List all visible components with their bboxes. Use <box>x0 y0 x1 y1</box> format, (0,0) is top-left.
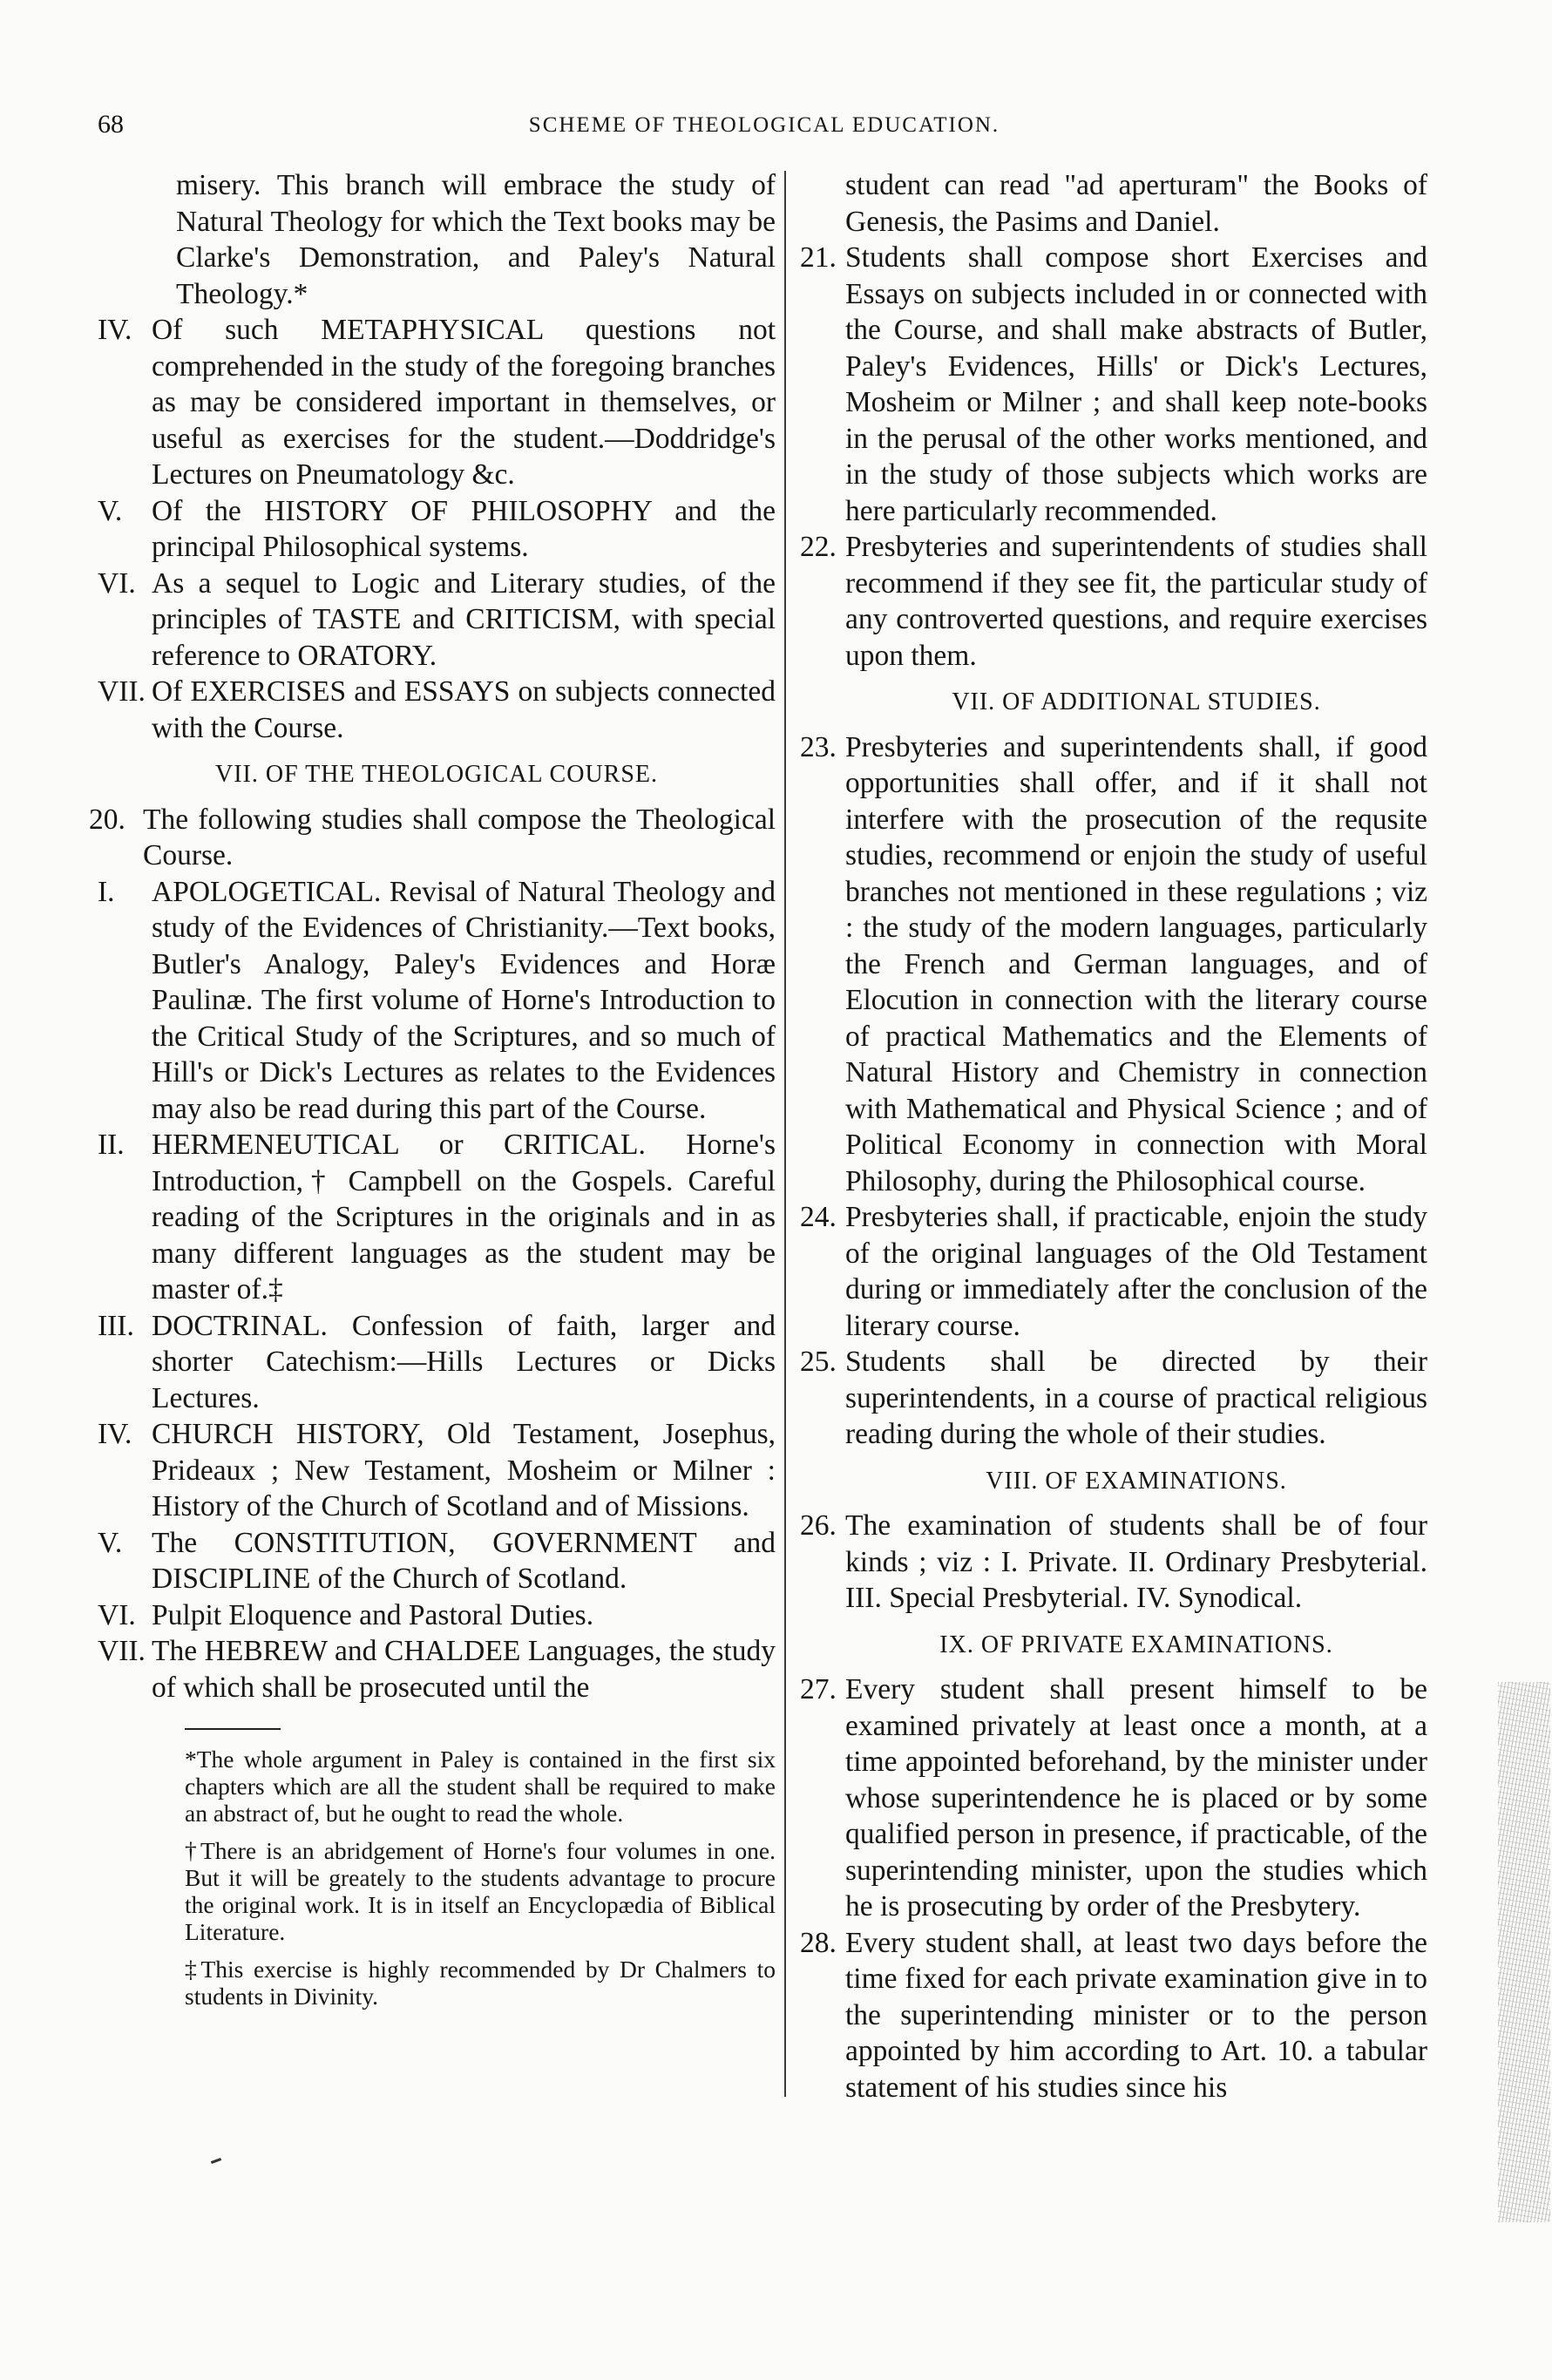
page-edge-scan-noise <box>1498 1682 1550 2222</box>
item-text: APOLOGETICAL. Revisal of Natural Theology and study of the Evidences of Christianity.—Text books, Butler's Analogy, Paley's Evidences and Horæ Paulinæ. The first volume of Horne's Introduction to the Critical Study of the Scriptures, and so much of Hill's or Dick's Lectures as relates to the Evidences may also be read during this part of the Course. <box>152 875 776 1125</box>
paragraph-number: 20. <box>89 803 125 836</box>
paragraph-text: The examination of students shall be of four kinds ; viz : I. Private. II. Ordinary Presbyterial. III. Special Presbyterial. IV. Synodical. <box>845 1509 1427 1614</box>
item-text: DOCTRINAL. Confession of faith, larger and shorter Catechism:—Hills Lectures or Dicks Lectures. <box>152 1309 776 1414</box>
footnote-horne: †There is an abridgement of Horne's four volumes in one. But it will be greately to the students advantage to procure the original work. It is in itself an Encyclopædia of Biblical Literature. <box>185 1837 776 1945</box>
item-number: I. <box>98 875 115 908</box>
paragraph-number: 24. <box>800 1201 837 1233</box>
section-heading-theological-course: VII. OF THE THEOLOGICAL COURSE. <box>214 761 659 788</box>
paragraph-text: Students shall be directed by their superintendents, in a course of practical religious reading during the whole of their studies. <box>845 1346 1427 1450</box>
item-number: VI. <box>98 1598 136 1631</box>
stray-mark <box>211 2158 221 2164</box>
item-text: CHURCH HISTORY, Old Testament, Josephus, Prideaux ; New Testament, Mosheim or Milner : History of the Church of Scotland and of Missions. <box>152 1418 776 1522</box>
paragraph-text: Presbyteries and superintendents shall, if good opportunities shall offer, and if it shall not interfere with the prosecution of the requsite studies, recommend or enjoin the study of useful branches not mentioned in these regulations ; viz : the study of the modern languages, particularly the French and German languages, and of Elocution in connection with the literary course of practical Mathematics and the Elements of Natural History and Chemistry in connection with Mathematical and Physical Science ; and of Political Economy in connection with Moral Philosophy, during the Philosophical course. <box>845 730 1427 1197</box>
item-text: Of such METAPHYSICAL questions not comprehended in the study of the foregoing branches as may be considered important in themselves, or useful as exercises for the student.—Doddridge's Lectures on Pneumatology &c. <box>152 314 776 491</box>
paragraph-text: Every student shall, at least two days before the time fixed for each private examination give in to the superintending minister or to the person appointed by him according to Art. 10. a tabular statement of his studies since his <box>845 1926 1427 2104</box>
section-heading-examinations: VIII. OF EXAMINATIONS. <box>986 1467 1287 1495</box>
right-intro-paragraph: student can read "ad aperturam" the Books of Genesis, the Pasims and Daniel. <box>845 169 1427 238</box>
item-text: HERMENEUTICAL or CRITICAL. Horne's Introduction,† Campbell on the Gospels. Careful reading of the Scriptures in the originals and in as many different languages as the student may be master of.‡ <box>152 1129 776 1305</box>
footnote-chalmers: ‡This exercise is highly recommended by Dr Chalmers to students in Divinity. <box>185 1956 776 2010</box>
paragraph-text: Every student shall present himself to be examined privately at least once a month, at a time appointed beforehand, by the minister under whose superintendence he is placed or by some qualified person in presence, if practicable, of the superintending minister, upon the studies which he is prosecuting by order of the Presbytery. <box>845 1673 1427 1922</box>
paragraph-number: 28. <box>800 1926 837 1959</box>
item-number: VI. <box>98 566 136 600</box>
item-text: Pulpit Eloquence and Pastoral Duties. <box>152 1598 594 1631</box>
paragraph-number: 27. <box>800 1673 837 1705</box>
right-column <box>800 167 1427 2105</box>
section-heading-additional-studies: VII. OF ADDITIONAL STUDIES. <box>952 688 1321 715</box>
paragraph-text: Presbyteries and superintendents of studies shall recommend if they see fit, the particular study of any controverted questions, and require exercises upon them. <box>845 531 1427 672</box>
section-heading-private-examinations: IX. OF PRIVATE EXAMINATIONS. <box>939 1631 1333 1658</box>
running-head: SCHEME OF THEOLOGICAL EDUCATION. <box>528 113 1000 137</box>
paragraph-number: 22. <box>800 531 837 563</box>
item-text: As a sequel to Logic and Literary studies, of the principles of TASTE and CRITICISM, with special reference to ORATORY. <box>152 566 776 672</box>
item-number: III. <box>98 1309 134 1342</box>
footnote-divider <box>185 1728 281 1730</box>
paragraph-text: The following studies shall compose the Theological Course. <box>143 803 776 871</box>
paragraph-text: Students shall compose short Exercises and Essays on subjects included in or connected with the Course, and shall make abstracts of Butler, Paley's Evidences, Hills' or Dick's Lectures, Mosheim or Milner ; and shall keep note-books in the perusal of the other works mentioned, and in the study of those subjects which works are here particularly recommended. <box>845 241 1427 527</box>
paragraph-number: 21. <box>800 241 837 274</box>
page-number: 68 <box>98 110 124 139</box>
item-number: IV. <box>98 1418 132 1450</box>
item-number: V. <box>98 1526 123 1559</box>
paragraph-number: 23. <box>800 730 837 763</box>
paragraph-number: 25. <box>800 1346 837 1378</box>
item-text: Of EXERCISES and ESSAYS on subjects connected with the Course. <box>152 675 776 744</box>
column-divider <box>784 171 786 2097</box>
paragraph-text: Presbyteries shall, if practicable, enjoin the study of the original languages of the Old Testament during or immediately after the conclusion of the literary course. <box>845 1201 1427 1342</box>
page-header <box>98 110 1431 145</box>
item-number: IV. <box>98 314 132 346</box>
left-intro-paragraph: misery. This branch will embrace the study of Natural Theology for which the Text books may be Clarke's Demonstration, and Paley's Natural Theology.* <box>176 169 776 310</box>
item-number: V. <box>98 494 123 527</box>
item-text: Of the HISTORY OF PHILOSOPHY and the principal Philosophical systems. <box>152 494 776 563</box>
item-number: II. <box>98 1129 125 1161</box>
item-number: VII. <box>98 675 146 708</box>
item-number: VII. <box>98 1635 146 1667</box>
left-column <box>89 167 776 2020</box>
item-text: The HEBREW and CHALDEE Languages, the study of which shall be prosecuted until the <box>152 1635 776 1704</box>
paragraph-number: 26. <box>800 1509 837 1542</box>
footnote-paley: *The whole argument in Paley is contained in the first six chapters which are all the student shall be required to make an abstract of, but he ought to read the whole. <box>185 1746 776 1827</box>
item-text: The CONSTITUTION, GOVERNMENT and DISCIPLINE of the Church of Scotland. <box>152 1526 776 1595</box>
